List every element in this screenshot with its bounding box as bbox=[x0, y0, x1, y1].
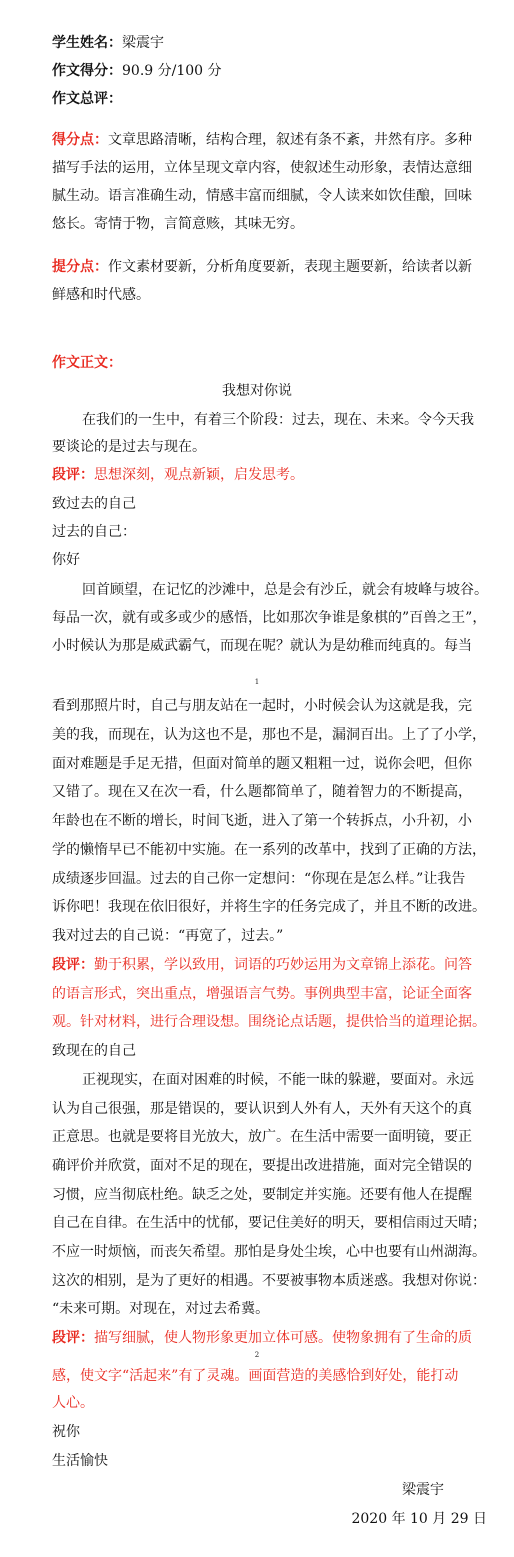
comment-3-line-1: 段评：描写细腻，使人物形象更加立体可感。使物象拥有了生命的质 bbox=[52, 1330, 472, 1346]
improve-line-2: 鲜感和时代感。 bbox=[52, 287, 150, 303]
score-row bbox=[52, 61, 222, 81]
present-line-6: 自己在自律。在生活中的忧郁，要记住美好的明天，要相信雨过天晴； bbox=[52, 1215, 486, 1231]
comment-3-label: 段评： bbox=[52, 1330, 94, 1346]
past-line-4: 看到那照片时，自己与朋友站在一起时，小时候会认为这就是我，完 bbox=[52, 698, 472, 714]
to-present-heading: 致现在的自己 bbox=[52, 1043, 136, 1059]
present-line-7: 不应一时烦恼，而丧矢希望。那怕是身处尘埃，心中也要有山州湖海。 bbox=[52, 1244, 486, 1260]
past-line-7: 又错了。现在又在次一看，什么题都简单了，随着智力的不断提高， bbox=[52, 784, 472, 800]
merit-label: 得分点： bbox=[52, 132, 108, 148]
merit-line-3: 腻生动。语言准确生动，情感丰富而细腻，令人读来如饮佳酿，回味 bbox=[52, 188, 472, 204]
essay-title: 我想对你说 bbox=[222, 383, 292, 399]
comment-2-label: 段评： bbox=[52, 957, 94, 973]
page-number-2: 2 bbox=[254, 1351, 260, 1359]
present-line-1: 正视现实，在面对困难的时候，不能一昧的躲避，要面对。永远 bbox=[82, 1072, 474, 1088]
present-line-4: 确评价并欣赏，面对不足的现在，要提出改进措施，面对完全错误的 bbox=[52, 1158, 472, 1174]
comment-3-line-3: 人心。 bbox=[52, 1395, 94, 1411]
present-line-2: 认为自己很强，那是错误的，要认识到人外有人，天外有天这个的真 bbox=[52, 1101, 472, 1117]
salutation: 过去的自己： bbox=[52, 524, 136, 540]
date: 2020 年 10 月 29 日 bbox=[351, 1511, 487, 1527]
past-line-3: 小时候认为那是威武霸气，而现在呢？就认为是幼稚而纯真的。每当 bbox=[52, 638, 472, 654]
present-line-9: “未来可期。对现在，对过去希冀。 bbox=[52, 1301, 270, 1317]
student-name-label: 学生姓名： bbox=[52, 35, 122, 51]
comment-1-label: 段评： bbox=[52, 467, 94, 483]
past-line-8: 年龄也在不断的增长，时间飞逝，进入了第一个转拆点，小升初，小 bbox=[52, 813, 472, 829]
present-line-3: 正意思。也就是要将目光放大，放广。在生活中需要一面明镜，要正 bbox=[52, 1129, 472, 1145]
past-line-12: 我对过去的自己说：“再宽了，过去。” bbox=[52, 928, 284, 944]
comment-2-line-2: 的语言形式，突出重点，增强语言气势。事例典型丰富，论证全面客 bbox=[52, 986, 472, 1002]
past-line-5: 美的我，而现在，认为这也不是，那也不是，漏洞百出。上了了小学， bbox=[52, 727, 486, 743]
intro-line-1: 在我们的一生中，有着三个阶段：过去，现在、未来。令今天我 bbox=[82, 412, 474, 428]
comment-3-line-2: 感，使文字“活起来”有了灵魂。画面营造的美感恰到好处，能打动 bbox=[52, 1368, 459, 1384]
comment-1: 段评：思想深刻，观点新颖，启发思考。 bbox=[52, 467, 304, 483]
present-line-5: 习惯，应当彻底杜绝。缺乏之处，要制定并实施。还要有他人在提醒 bbox=[52, 1187, 472, 1203]
comment-2-line-1: 段评：勤于积累，学以致用，词语的巧妙运用为文章锦上添花。问答 bbox=[52, 957, 472, 973]
closing-line-1: 祝你 bbox=[52, 1424, 80, 1440]
student-name: 梁震宇 bbox=[122, 35, 164, 51]
closing-line-2: 生活愉快 bbox=[52, 1453, 108, 1469]
improve-label: 提分点： bbox=[52, 259, 108, 275]
improve-line-1: 提分点：作文素材要新，分析角度要新，表现主题要新，给读者以新 bbox=[52, 259, 472, 275]
past-line-2: 每品一次，就有或多或少的感悟，比如那次争谁是象棋的”百兽之王”， bbox=[52, 610, 487, 626]
past-line-9: 学的懒惰早已不能初中实施。在一系列的改革中，找到了正确的方法， bbox=[52, 842, 486, 858]
intro-line-2: 要谈论的是过去与现在。 bbox=[52, 439, 206, 455]
student-name-row bbox=[52, 33, 164, 53]
overall-review-label: 作文总评： bbox=[52, 91, 122, 107]
signature: 梁震宇 bbox=[402, 1482, 444, 1498]
merit-line-1: 得分点：文章思路清晰，结构合理，叙述有条不紊，井然有序。多种 bbox=[52, 132, 472, 148]
to-past-heading: 致过去的自己 bbox=[52, 496, 136, 512]
merit-line-4: 悠长。寄情于物，言简意赅，其味无穷。 bbox=[52, 216, 304, 232]
score-label: 作文得分： bbox=[52, 63, 122, 79]
merit-line-2: 描写手法的运用，立体呈现文章内容，使叙述生动形象，表情达意细 bbox=[52, 160, 472, 176]
past-line-11: 诉你吧！我现在依旧很好，并将生字的任务完成了，并且不断的改进。 bbox=[52, 899, 486, 915]
present-line-8: 这次的相别，是为了更好的相遇。不要被事物本质迷惑。我想对你说： bbox=[52, 1273, 486, 1289]
essay-section-label: 作文正文： bbox=[52, 355, 122, 371]
score-value: 90.9 分/100 分 bbox=[122, 63, 222, 79]
past-line-6: 面对难题是手足无措，但面对简单的题又粗粗一过，说你会吧，但你 bbox=[52, 756, 472, 772]
past-line-10: 成绩逐步回温。过去的自己你一定想问：“你现在是怎么样。”让我告 bbox=[52, 871, 466, 887]
greeting: 你好 bbox=[52, 552, 80, 568]
comment-2-line-3: 观。针对材料，进行合理设想。围绕论点话题，提供恰当的道理论据。 bbox=[52, 1014, 486, 1030]
past-line-1: 回首顾望，在记忆的沙滩中，总是会有沙丘，就会有坡峰与坡谷。 bbox=[82, 582, 488, 598]
page-number-1: 1 bbox=[254, 678, 260, 686]
